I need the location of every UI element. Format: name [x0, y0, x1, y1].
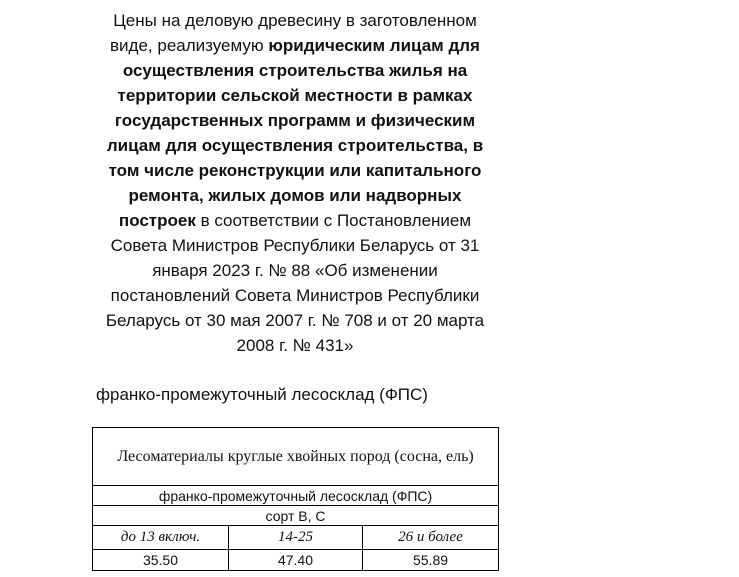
price-cell: 35.50	[93, 550, 229, 571]
table-title: Лесоматериалы круглые хвойных пород (сосна, ель)	[93, 428, 499, 486]
heading-legal-reference: в соответствии с Постановлением Совета Министров Республики Беларусь от 31 января 2023 г. № 88 «Об изменении постановлений Совета Министров Республики Беларусь от 30 мая 2007 г. № 708 и от 20 марта 2008 г. № 431»	[105, 211, 485, 355]
price-cell: 55.89	[363, 550, 499, 571]
page-heading	[92, 8, 498, 358]
table-price-row	[93, 550, 499, 571]
price-table	[92, 427, 499, 571]
range-header-cell: 14-25	[229, 526, 363, 550]
table-location-row	[93, 486, 499, 506]
table-title-row	[93, 428, 499, 486]
heading-intro: Цены на деловую древесину в заготовленном виде, реализуемую	[110, 11, 477, 55]
table-range-row	[93, 526, 499, 550]
table-grade: сорт В, С	[93, 506, 499, 526]
range-header-cell: до 13 включ.	[93, 526, 229, 550]
table-location: франко-промежуточный лесосклад (ФПС)	[93, 486, 499, 506]
range-header-cell: 26 и более	[363, 526, 499, 550]
table-grade-row	[93, 506, 499, 526]
delivery-terms-subtitle: франко-промежуточный лесосклад (ФПС)	[96, 385, 428, 404]
heading-bold-recipients: юридическим лицам для осуществления строительства жилья на территории сельской местности в рамках государственных программ и физическим лицам для осуществления строительства, в том числе реконструкции или капитального ремонта, жилых домов или надворных построек	[106, 36, 484, 230]
price-cell: 47.40	[229, 550, 363, 571]
